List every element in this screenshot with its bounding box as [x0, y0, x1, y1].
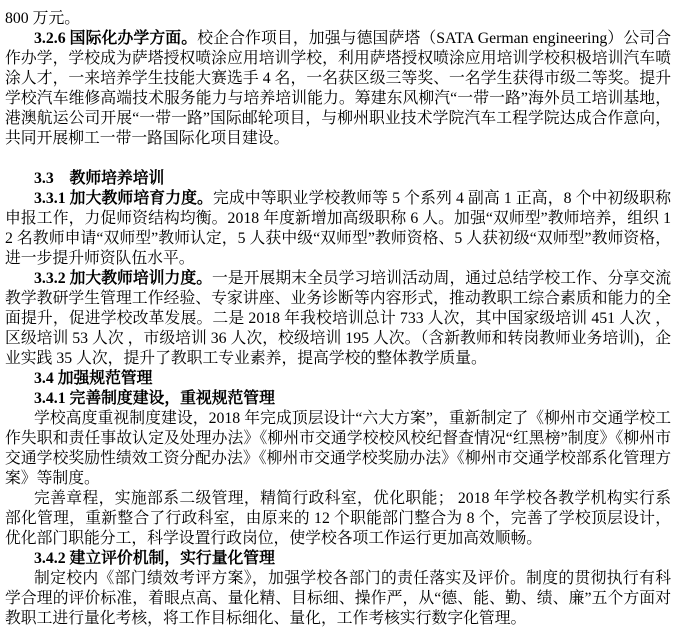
text-run: 完善章程，实施部系二级管理，精简行政科室，优化职能； 2018 年学校各教学机构实行系部化管理，重新整合了行政科室，由原来的 12 个职能部门整合为 8 个，完善了学校顶层设计，优化部门职能分工，科学设置行政岗位，使学校各项工作运行更加高效顺畅。: [5, 490, 671, 547]
para-charter-reorganization: [5, 489, 671, 549]
para-3-2-6-international: [5, 29, 671, 149]
para-evaluation-mechanism: [5, 569, 671, 629]
heading-run: 3.3.1 加大教师培育力度。: [34, 190, 213, 207]
heading-3-4-standard-management: [5, 369, 671, 389]
heading-run: 3.4 加强规范管理: [34, 370, 153, 387]
para-3-3-2-training: [5, 269, 671, 369]
text-run: 学校高度重视制度建设，2018 年完成顶层设计“六大方案”，重新制定了《柳州市交通学校工作失职和责任事故认定及处理办法》《柳州市交通学校校风校纪督查情况“红黑榜”制度》《柳州市交通学校奖励性绩效工资分配办法》《柳州市交通学校奖励办法》《柳州市交通学校部系化管理方案》等制度。: [5, 410, 671, 487]
text-run: 800 万元。: [5, 10, 81, 27]
heading-run: 3.4.1 完善制度建设，重视规范管理: [34, 390, 275, 407]
heading-3-3-teacher-training: [5, 169, 671, 189]
blank-line: [5, 149, 671, 169]
text-run: 完成中等职业学校教师等 5 个系列 4 副高 1 正高，8 个中初级职称申报工作，力促师资结构均衡。2018 年度新增加高级职称 6 人。加强“双师型”教师培养，组织 12 名教师申请“双师型”教师认定，5 人获中级“双师型”教师资格、5 人获初级“双师型”教师资格，进一步提升师资队伍水平。: [5, 190, 671, 267]
text-run: 一是开展期末全员学习培训活动周，通过总结学校工作、分享交流教学教研学生管理工作经验、专家讲座、业务诊断等内容形式，推动教职工综合素质和能力的全面提升，促进学校改革发展。二是 2018 年我校培训总计 733 人次，其中国家级培训 451 人次 ，区级培训 53 人次 ，市级培训 36 人次，校级培训 195 人次。（含新教师和转岗教师业务培训)，企业实践 35 人次，提升了教职工专业素养，提高学校的整体教学质量。: [5, 270, 671, 367]
para-3-3-1-cultivation: [5, 189, 671, 269]
heading-run: 3.3.2 加大教师培训力度。: [34, 270, 213, 287]
heading-run: 3.3 教师培养培训: [34, 170, 165, 187]
para-continuation-800wan: [5, 9, 671, 29]
text-run: 校企合作项目，加强与德国萨塔（SATA German engineering）公司合作办学，学校成为萨塔授权喷涂应用培训学校，利用萨塔授权喷涂应用培训学校积极培训汽车喷涂人才，一来培养学生技能大赛选手 4 名，一名获区级三等奖、一名学生获得市级二等奖。提升学校汽车维修高端技术服务能力与培养培训能力。筹建东风柳汽“一带一路”海外员工培训基地，港澳航运公司开展“一带一路”国际邮轮项目，与柳州职业技术学院汽车工程学院达成合作意向，共同开展柳工一带一路国际化项目建设。: [5, 30, 671, 147]
heading-3-4-1-system-building: [5, 389, 671, 409]
heading-run: 3.2.6 国际化办学方面。: [34, 30, 198, 47]
text-run: 制定校内《部门绩效考评方案》，加强学校各部门的责任落实及评价。制度的贯彻执行有科学合理的评价标准，着眼点高、量化精、目标细、操作严，从“德、能、勤、绩、廉”五个方面对教职工进行量化考核，将工作目标细化、量化，工作考核实行数字化管理。: [5, 570, 671, 627]
para-system-building: [5, 409, 671, 489]
heading-3-4-2-evaluation: [5, 549, 671, 569]
heading-run: 3.4.2 建立评价机制，实行量化管理: [34, 550, 275, 567]
